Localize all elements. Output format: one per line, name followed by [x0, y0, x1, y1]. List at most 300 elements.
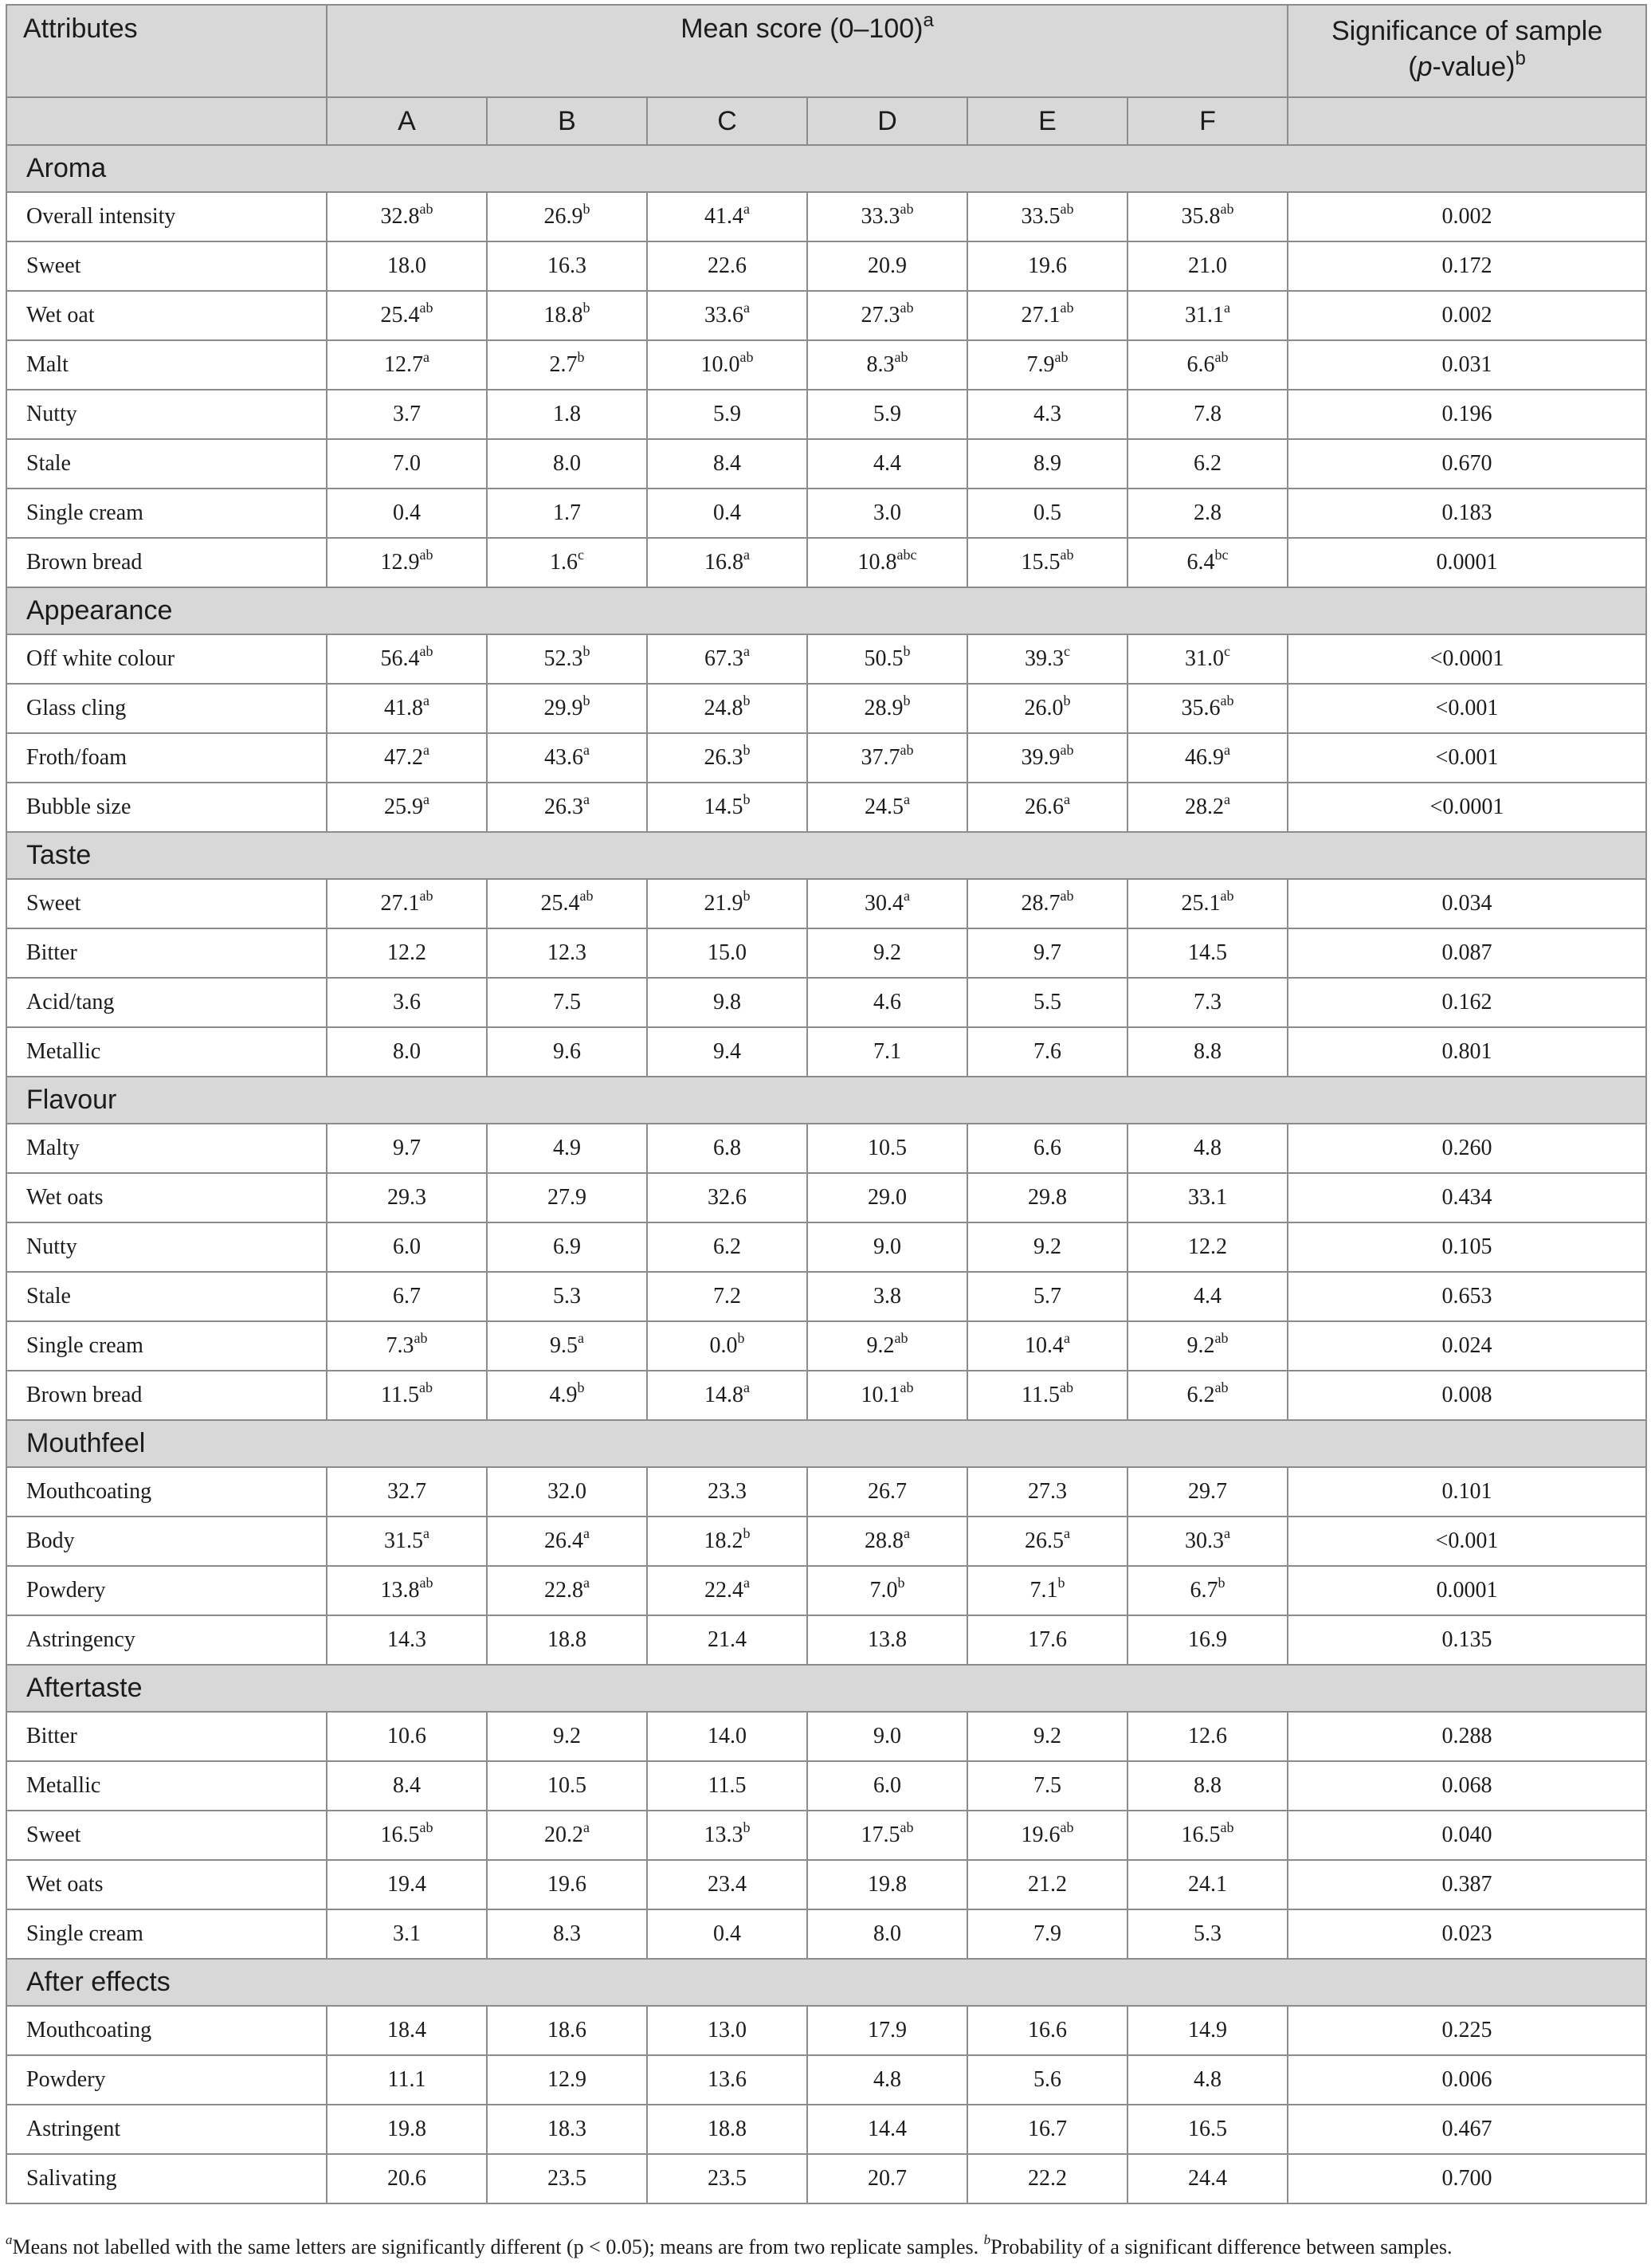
header-empty-attr [6, 97, 327, 145]
mean-score-cell [807, 1222, 967, 1272]
mean-score-value: 20.6 [387, 2166, 426, 2191]
mean-score-cell [487, 1027, 647, 1077]
significance-letters: b [582, 200, 590, 217]
mean-score-value: 12.6 [1188, 1724, 1228, 1748]
mean-score-cell [1127, 1615, 1288, 1665]
attribute-label: Bubble size [6, 783, 327, 832]
p-value-cell: 0.105 [1288, 1222, 1646, 1272]
mean-score-value: 7.3 [1194, 990, 1222, 1014]
mean-score-value: 3.7 [393, 402, 421, 426]
footnote-a-text: Means not labelled with the same letters are significantly different (p < 0.05); means are from two replicate samples. [12, 2235, 984, 2258]
mean-score-value: 35.8 [1181, 204, 1221, 229]
p-value-cell: 0.387 [1288, 1860, 1646, 1909]
mean-score-value: 50.5 [864, 646, 904, 671]
mean-score-cell [647, 291, 807, 340]
attribute-label: Metallic [6, 1027, 327, 1077]
significance-letters: a [1064, 1524, 1070, 1541]
mean-score-cell [487, 489, 647, 538]
mean-score-value: 14.8 [704, 1383, 743, 1407]
mean-score-cell [487, 1124, 647, 1173]
mean-score-value: 10.0 [700, 352, 740, 377]
mean-score-cell [327, 1761, 487, 1811]
mean-score-cell [327, 1860, 487, 1909]
mean-score-value: 8.9 [1033, 451, 1061, 476]
attribute-label: Mouthcoating [6, 1467, 327, 1517]
mean-score-value: 20.2 [544, 1823, 583, 1847]
section-header-row [6, 832, 1646, 879]
section-header-row [6, 1420, 1646, 1467]
header-significance [1288, 5, 1646, 97]
mean-score-cell [1127, 538, 1288, 587]
mean-score-value: 6.9 [553, 1234, 581, 1259]
mean-score-value: 0.5 [1033, 500, 1061, 525]
p-value-cell: <0.001 [1288, 733, 1646, 783]
mean-score-value: 30.3 [1185, 1528, 1225, 1553]
mean-score-cell [327, 2055, 487, 2105]
significance-letters: ab [739, 348, 754, 365]
significance-letters: b [582, 642, 590, 659]
mean-score-cell [327, 1321, 487, 1371]
mean-score-cell [327, 1124, 487, 1173]
mean-score-value: 27.9 [547, 1185, 586, 1210]
mean-score-value: 41.8 [384, 696, 423, 720]
significance-letters: ab [419, 887, 433, 904]
mean-score-cell [327, 390, 487, 439]
mean-score-cell [1127, 879, 1288, 928]
mean-score-cell [967, 1027, 1127, 1077]
mean-score-cell [647, 241, 807, 291]
mean-score-value: 6.2 [713, 1234, 741, 1259]
significance-letters: b [743, 692, 751, 708]
mean-score-value: 16.7 [1028, 2117, 1067, 2141]
mean-score-cell [487, 538, 647, 587]
footnote-b-text: Probability of a significant difference between samples. [990, 2235, 1453, 2258]
mean-score-cell [807, 192, 967, 241]
mean-score-value: 2.7 [549, 352, 578, 377]
mean-score-value: 16.9 [1188, 1627, 1228, 1652]
mean-score-value: 8.3 [553, 1921, 581, 1946]
mean-score-cell [647, 1321, 807, 1371]
attribute-label: Wet oat [6, 291, 327, 340]
mean-score-cell [487, 1909, 647, 1959]
mean-score-value: 27.3 [861, 303, 900, 328]
mean-score-value: 9.0 [873, 1724, 901, 1748]
significance-letters: ab [1060, 200, 1074, 217]
header-attributes: Attributes [6, 5, 327, 97]
table-row [6, 634, 1646, 684]
mean-score-value: 10.1 [861, 1383, 900, 1407]
mean-score-cell [647, 2154, 807, 2203]
mean-score-value: 23.5 [708, 2166, 747, 2191]
mean-score-value: 10.8 [857, 550, 897, 575]
mean-score-value: 10.4 [1025, 1333, 1064, 1358]
significance-letters: a [423, 741, 429, 758]
mean-score-value: 9.2 [1186, 1333, 1215, 1358]
section-title: After effects [6, 1959, 1646, 2006]
header-sample-c: C [647, 97, 807, 145]
mean-score-cell [647, 1222, 807, 1272]
significance-letters: a [743, 200, 750, 217]
significance-letters: a [1224, 741, 1231, 758]
mean-score-value: 19.8 [868, 1872, 907, 1897]
significance-letters: ab [900, 1379, 914, 1395]
mean-score-value: 5.9 [713, 402, 741, 426]
mean-score-cell [967, 1712, 1127, 1761]
table-row [6, 1712, 1646, 1761]
mean-score-value: 43.6 [544, 745, 583, 770]
table-row [6, 2154, 1646, 2203]
mean-score-cell [327, 439, 487, 489]
significance-letters: a [743, 546, 750, 563]
mean-score-cell [327, 1517, 487, 1566]
p-value-cell: 0.172 [1288, 241, 1646, 291]
mean-score-cell [487, 783, 647, 832]
mean-score-value: 3.6 [393, 990, 421, 1014]
mean-score-value: 23.4 [708, 1872, 747, 1897]
section-title: Taste [6, 832, 1646, 879]
mean-score-value: 10.6 [387, 1724, 426, 1748]
mean-score-value: 18.2 [704, 1528, 743, 1553]
mean-score-value: 7.6 [1033, 1039, 1061, 1064]
mean-score-cell [647, 192, 807, 241]
attribute-label: Nutty [6, 1222, 327, 1272]
mean-score-value: 7.5 [1033, 1773, 1061, 1798]
significance-letters: a [583, 741, 590, 758]
table-row [6, 390, 1646, 439]
mean-score-cell [1127, 340, 1288, 390]
mean-score-value: 1.8 [553, 402, 581, 426]
mean-score-value: 4.8 [873, 2067, 901, 2092]
attribute-label: Bitter [6, 928, 327, 978]
mean-score-cell [807, 2055, 967, 2105]
mean-score-cell [647, 1811, 807, 1860]
p-value-cell: <0.001 [1288, 1517, 1646, 1566]
mean-score-cell [327, 1027, 487, 1077]
mean-score-value: 28.2 [1185, 795, 1225, 819]
table-row [6, 1467, 1646, 1517]
mean-score-cell [327, 1371, 487, 1420]
significance-letters: a [423, 348, 429, 365]
mean-score-cell [1127, 978, 1288, 1027]
mean-score-cell [807, 1811, 967, 1860]
mean-score-cell [967, 489, 1127, 538]
p-value-cell: 0.288 [1288, 1712, 1646, 1761]
significance-letters: b [737, 1329, 745, 1346]
mean-score-value: 11.5 [708, 1773, 747, 1798]
significance-letters: ab [1060, 546, 1074, 563]
mean-score-value: 27.3 [1028, 1479, 1067, 1504]
significance-letters: b [897, 1574, 905, 1591]
sensory-attributes-table [6, 4, 1647, 2204]
p-value-cell: 0.031 [1288, 340, 1646, 390]
mean-score-cell [327, 340, 487, 390]
table-row [6, 1371, 1646, 1420]
mean-score-value: 7.0 [393, 451, 421, 476]
p-value-cell: <0.0001 [1288, 783, 1646, 832]
mean-score-cell [647, 978, 807, 1027]
header-mean-score [327, 5, 1288, 97]
mean-score-cell [647, 1566, 807, 1615]
mean-score-value: 46.9 [1185, 745, 1225, 770]
mean-score-value: 19.6 [1021, 1823, 1061, 1847]
mean-score-value: 12.2 [387, 940, 426, 965]
header-sample-f: F [1127, 97, 1288, 145]
mean-score-value: 6.2 [1186, 1383, 1215, 1407]
mean-score-cell [1127, 439, 1288, 489]
mean-score-value: 0.4 [713, 1921, 741, 1946]
mean-score-cell [807, 340, 967, 390]
mean-score-value: 26.3 [544, 795, 583, 819]
mean-score-value: 0.4 [393, 500, 421, 525]
mean-score-value: 6.0 [393, 1234, 421, 1259]
table-row [6, 538, 1646, 587]
mean-score-value: 18.0 [387, 253, 426, 278]
mean-score-value: 19.4 [387, 1872, 426, 1897]
significance-letters: ab [1220, 200, 1234, 217]
mean-score-cell [1127, 1124, 1288, 1173]
mean-score-cell [487, 1860, 647, 1909]
mean-score-value: 26.0 [1024, 696, 1064, 720]
significance-letters: b [582, 692, 590, 708]
attribute-label: Metallic [6, 1761, 327, 1811]
mean-score-cell [807, 1860, 967, 1909]
mean-score-value: 39.9 [1021, 745, 1061, 770]
mean-score-value: 14.9 [1188, 2018, 1228, 2042]
significance-letters: a [743, 642, 750, 659]
mean-score-value: 7.9 [1033, 1921, 1061, 1946]
p-value-cell: 0.0001 [1288, 538, 1646, 587]
mean-score-value: 23.3 [708, 1479, 747, 1504]
significance-letters: a [423, 791, 429, 807]
mean-score-cell [487, 1371, 647, 1420]
significance-letters: a [1224, 791, 1231, 807]
significance-letters: ab [1220, 887, 1234, 904]
mean-score-value: 8.0 [393, 1039, 421, 1064]
header-sample-a: A [327, 97, 487, 145]
attribute-label: Nutty [6, 390, 327, 439]
mean-score-value: 14.5 [1188, 940, 1228, 965]
mean-score-cell [807, 733, 967, 783]
p-value-cell: 0.006 [1288, 2055, 1646, 2105]
p-value-cell: 0.0001 [1288, 1566, 1646, 1615]
mean-score-cell [1127, 1811, 1288, 1860]
mean-score-cell [327, 538, 487, 587]
attribute-label: Froth/foam [6, 733, 327, 783]
table-row [6, 2105, 1646, 2154]
header-mean-score-footnote-mark: a [923, 9, 934, 31]
mean-score-value: 7.8 [1194, 402, 1222, 426]
mean-score-value: 1.7 [553, 500, 581, 525]
significance-letters: a [583, 1819, 590, 1835]
mean-score-cell [647, 1712, 807, 1761]
mean-score-cell [807, 1467, 967, 1517]
mean-score-cell [647, 1272, 807, 1321]
significance-letters: ab [418, 1379, 433, 1395]
mean-score-value: 0.4 [713, 500, 741, 525]
mean-score-cell [1127, 1909, 1288, 1959]
section-header-row [6, 1959, 1646, 2006]
significance-letters: ab [1054, 348, 1069, 365]
mean-score-cell [967, 1860, 1127, 1909]
mean-score-value: 31.5 [384, 1528, 423, 1553]
mean-score-value: 16.6 [1028, 2018, 1067, 2042]
mean-score-cell [487, 1272, 647, 1321]
mean-score-value: 9.5 [550, 1333, 578, 1358]
mean-score-cell [807, 1371, 967, 1420]
header-significance-line1: Significance of sample [1331, 16, 1603, 46]
significance-letters: a [904, 887, 910, 904]
mean-score-cell [327, 1566, 487, 1615]
mean-score-cell [1127, 291, 1288, 340]
mean-score-value: 1.6 [550, 550, 578, 575]
mean-score-value: 33.5 [1021, 204, 1061, 229]
mean-score-value: 12.9 [547, 2067, 586, 2092]
mean-score-cell [487, 978, 647, 1027]
mean-score-cell [807, 439, 967, 489]
mean-score-value: 22.2 [1028, 2166, 1067, 2191]
mean-score-cell [647, 1173, 807, 1222]
mean-score-cell [967, 192, 1127, 241]
mean-score-cell [1127, 2105, 1288, 2154]
significance-letters: b [582, 299, 590, 316]
mean-score-cell [1127, 1517, 1288, 1566]
mean-score-value: 21.4 [708, 1627, 747, 1652]
mean-score-value: 6.2 [1194, 451, 1222, 476]
mean-score-cell [487, 733, 647, 783]
mean-score-cell [327, 1173, 487, 1222]
mean-score-cell [487, 2105, 647, 2154]
significance-letters: b [743, 887, 751, 904]
significance-letters: a [578, 1329, 584, 1346]
mean-score-cell [487, 439, 647, 489]
mean-score-value: 10.5 [868, 1136, 907, 1160]
mean-score-value: 12.7 [384, 352, 423, 377]
mean-score-cell [1127, 1712, 1288, 1761]
significance-letters: bc [1214, 546, 1229, 563]
section-title: Mouthfeel [6, 1420, 1646, 1467]
mean-score-cell [967, 2154, 1127, 2203]
mean-score-value: 32.6 [708, 1185, 747, 1210]
mean-score-value: 11.5 [381, 1383, 419, 1407]
mean-score-value: 24.1 [1188, 1872, 1228, 1897]
attribute-label: Acid/tang [6, 978, 327, 1027]
mean-score-value: 9.2 [866, 1333, 895, 1358]
mean-score-cell [487, 1517, 647, 1566]
mean-score-cell [327, 1467, 487, 1517]
mean-score-value: 4.4 [873, 451, 901, 476]
mean-score-cell [1127, 1371, 1288, 1420]
attribute-label: Body [6, 1517, 327, 1566]
mean-score-cell [967, 439, 1127, 489]
significance-letters: ab [414, 1329, 428, 1346]
table-row [6, 1860, 1646, 1909]
significance-letters: b [1057, 1574, 1065, 1591]
mean-score-cell [967, 1566, 1127, 1615]
mean-score-cell [807, 783, 967, 832]
mean-score-cell [1127, 390, 1288, 439]
mean-score-cell [487, 1173, 647, 1222]
significance-letters: ab [1060, 887, 1074, 904]
table-row [6, 1517, 1646, 1566]
mean-score-cell [487, 1615, 647, 1665]
mean-score-cell [1127, 1761, 1288, 1811]
table-footnote [6, 2232, 1453, 2259]
mean-score-cell [647, 879, 807, 928]
mean-score-cell [647, 1467, 807, 1517]
mean-score-cell [967, 2006, 1127, 2055]
mean-score-value: 8.4 [713, 451, 741, 476]
mean-score-cell [967, 2105, 1127, 2154]
mean-score-value: 7.0 [869, 1578, 898, 1603]
p-value-cell: 0.024 [1288, 1321, 1646, 1371]
p-value-cell: 0.801 [1288, 1027, 1646, 1077]
mean-score-cell [807, 684, 967, 733]
mean-score-cell [487, 1566, 647, 1615]
table-row [6, 439, 1646, 489]
mean-score-value: 67.3 [704, 646, 743, 671]
mean-score-cell [967, 1761, 1127, 1811]
mean-score-cell [807, 2154, 967, 2203]
header-empty-sig [1288, 97, 1646, 145]
p-value-cell: 0.008 [1288, 1371, 1646, 1420]
header-sample-e: E [967, 97, 1127, 145]
mean-score-cell [807, 1909, 967, 1959]
mean-score-value: 9.2 [873, 940, 901, 965]
mean-score-cell [487, 1467, 647, 1517]
mean-score-value: 26.6 [1025, 795, 1064, 819]
p-value-cell: 0.087 [1288, 928, 1646, 978]
mean-score-value: 52.3 [543, 646, 583, 671]
mean-score-cell [807, 1517, 967, 1566]
p-value-cell: 0.040 [1288, 1811, 1646, 1860]
mean-score-value: 17.5 [861, 1823, 900, 1847]
mean-score-cell [487, 634, 647, 684]
mean-score-value: 22.6 [708, 253, 747, 278]
mean-score-cell [807, 978, 967, 1027]
mean-score-value: 22.8 [544, 1578, 583, 1603]
table-row [6, 1811, 1646, 1860]
mean-score-cell [647, 489, 807, 538]
mean-score-value: 6.7 [393, 1284, 421, 1309]
significance-letters: a [743, 299, 750, 316]
mean-score-cell [807, 2006, 967, 2055]
mean-score-cell [967, 879, 1127, 928]
mean-score-cell [807, 1566, 967, 1615]
mean-score-value: 33.1 [1188, 1185, 1228, 1210]
header-significance-footnote-mark: b [1515, 47, 1526, 69]
mean-score-value: 12.9 [380, 550, 420, 575]
mean-score-value: 28.7 [1021, 891, 1061, 916]
attribute-label: Single cream [6, 489, 327, 538]
mean-score-cell [1127, 1027, 1288, 1077]
mean-score-cell [807, 1124, 967, 1173]
mean-score-value: 5.9 [873, 402, 901, 426]
mean-score-cell [1127, 1566, 1288, 1615]
mean-score-cell [487, 879, 647, 928]
mean-score-value: 23.5 [547, 2166, 586, 2191]
mean-score-value: 56.4 [380, 646, 420, 671]
significance-letters: a [423, 1524, 429, 1541]
mean-score-value: 21.0 [1188, 253, 1228, 278]
mean-score-value: 24.4 [1188, 2166, 1228, 2191]
mean-score-value: 14.5 [704, 795, 743, 819]
p-value-cell: 0.162 [1288, 978, 1646, 1027]
mean-score-cell [647, 1124, 807, 1173]
mean-score-value: 33.6 [704, 303, 743, 328]
mean-score-value: 19.8 [387, 2117, 426, 2141]
mean-score-cell [807, 489, 967, 538]
footnote-a-mark: a [6, 2232, 13, 2248]
